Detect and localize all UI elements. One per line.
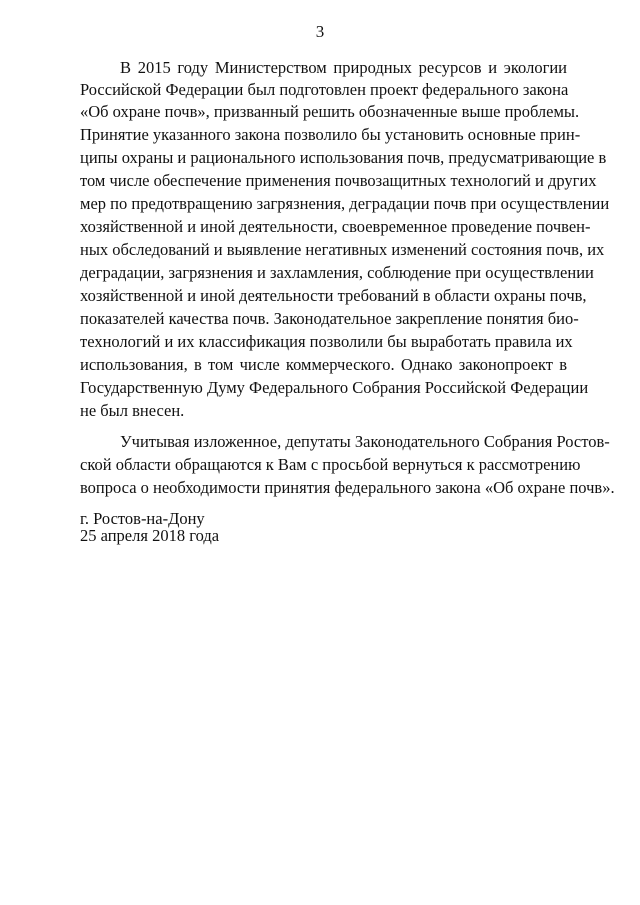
signature-date: 25 апреля 2018 года bbox=[80, 526, 220, 545]
text-line: Учитывая изложенное, депутаты Законодательного Собрания Ростов- bbox=[120, 432, 610, 451]
text-line: Принятие указанного закона позволило бы установить основные прин- bbox=[80, 125, 581, 144]
text-line: вопроса о необходимости принятия федерального закона «Об охране почв». bbox=[80, 478, 615, 497]
text-line: технологий и их классификация позволили бы выработать правила их bbox=[80, 332, 573, 351]
text-line: ципы охраны и рационального использования почв, предусматривающие в bbox=[80, 148, 607, 167]
text-line: том числе обеспечение применения почвозащитных технологий и других bbox=[80, 171, 597, 190]
text-line: ных обследований и выявление негативных изменений состояния почв, их bbox=[80, 240, 605, 259]
text-line: деградации, загрязнения и захламления, соблюдение при осуществлении bbox=[80, 263, 594, 282]
signature-place: г. Ростов-на-Дону bbox=[80, 509, 205, 528]
text-line: не был внесен. bbox=[80, 401, 185, 420]
text-line: показателей качества почв. Законодательное закрепление понятия био- bbox=[80, 309, 579, 328]
text-line: хозяйственной и иной деятельности, своевременное проведение почвен- bbox=[80, 217, 591, 236]
text-line: мер по предотвращению загрязнения, деградации почв при осуществлении bbox=[80, 194, 610, 213]
text-line: ской области обращаются к Вам с просьбой вернуться к рассмотрению bbox=[80, 455, 581, 474]
text-line: использования, в том числе коммерческого. Однако законопроект в bbox=[80, 355, 567, 374]
text-line: «Об охране почв», призванный решить обозначенные выше проблемы. bbox=[80, 102, 580, 121]
text-line: В 2015 году Министерством природных ресурсов и экологии bbox=[120, 58, 567, 77]
text-line: хозяйственной и иной деятельности требований в области охраны почв, bbox=[80, 286, 587, 305]
text-line: Российской Федерации был подготовлен проект федерального закона bbox=[80, 80, 569, 99]
text-line: Государственную Думу Федерального Собрания Российской Федерации bbox=[80, 378, 589, 397]
page-number: 3 bbox=[315, 22, 325, 41]
